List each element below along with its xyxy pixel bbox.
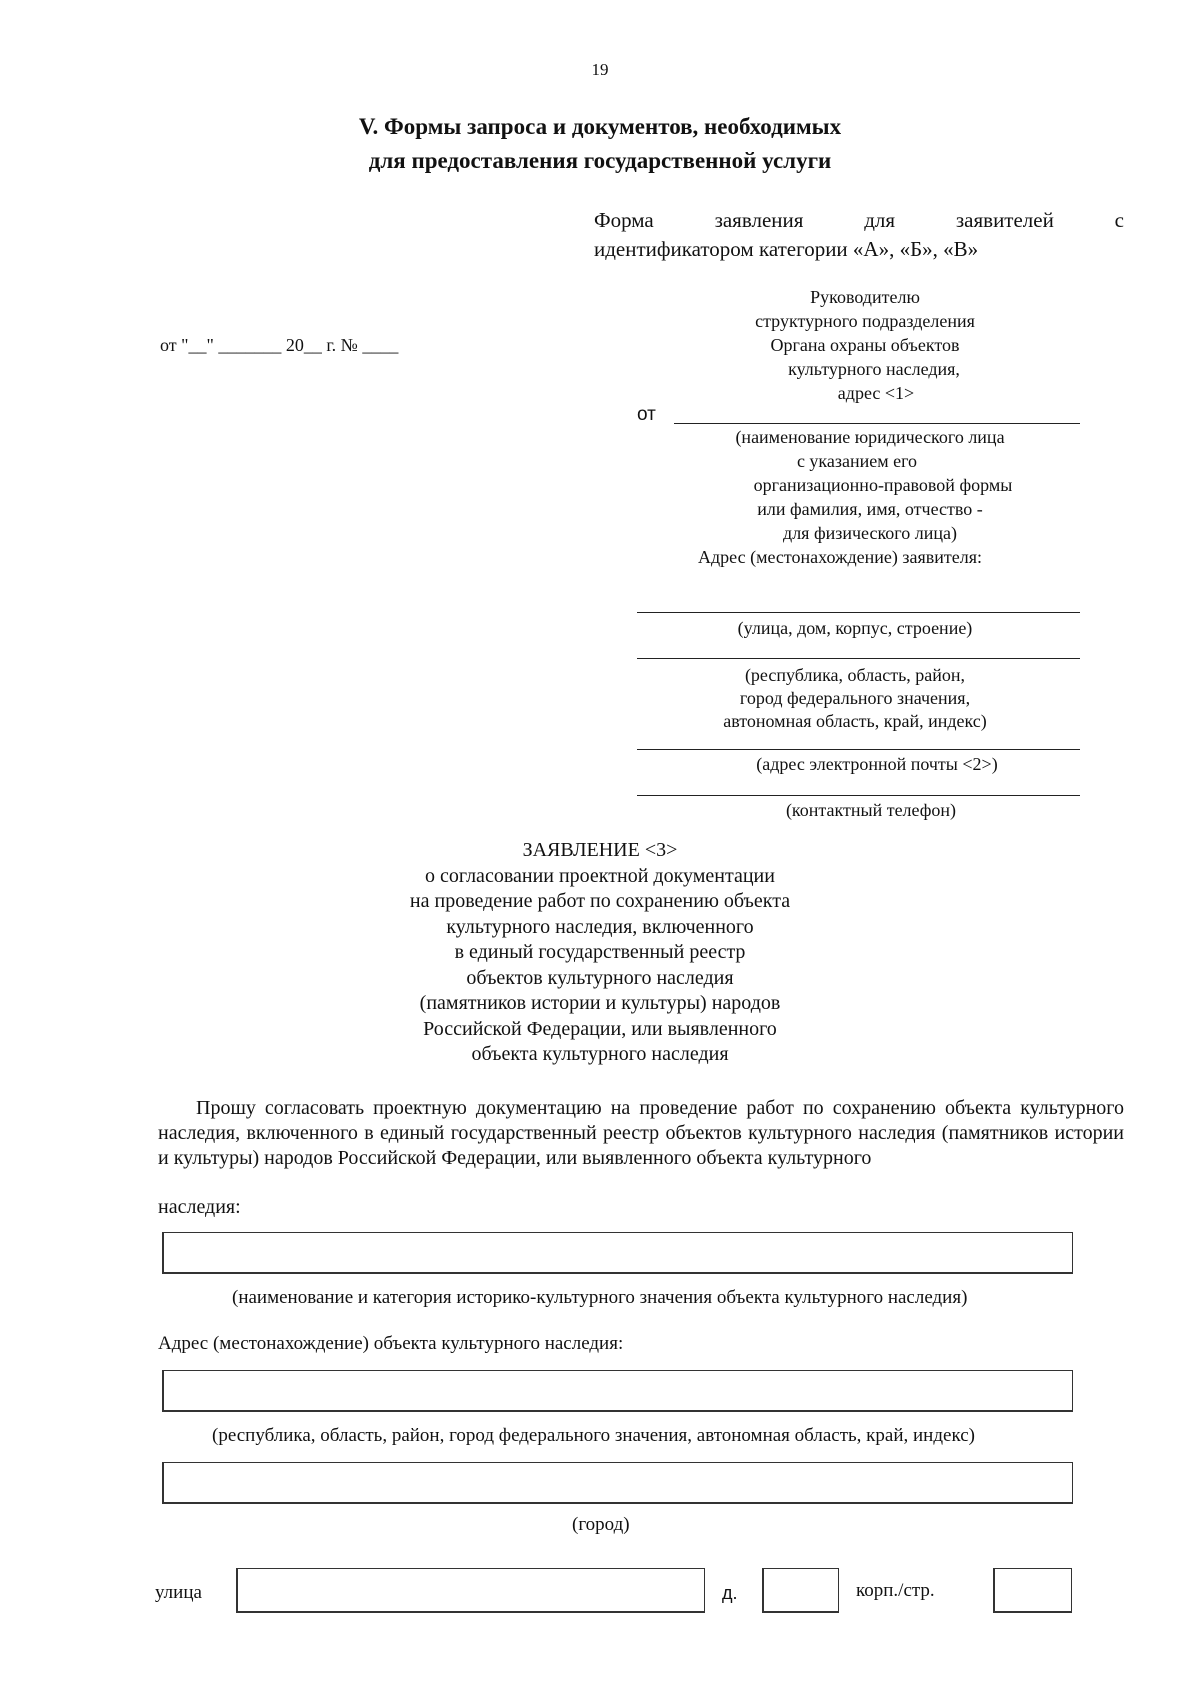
statement-title-line: ЗАЯВЛЕНИЕ <3> [522, 839, 678, 861]
applicant-name-line[interactable] [674, 423, 1080, 424]
applicant-caption [660, 425, 1080, 545]
form-title-line-2: идентификатором категории «А», «Б», «В» [594, 237, 979, 261]
applicant-address-label: Адрес (местонахождение) заявителя: [698, 547, 982, 567]
street-caption: (улица, дом, корпус, строение) [737, 618, 973, 638]
street-input[interactable] [236, 1568, 705, 1613]
region-caption [635, 664, 1075, 733]
addressee-line: структурного подразделения [755, 311, 975, 331]
statement-title-line: объектов культурного наследия [466, 966, 734, 989]
building-input[interactable] [993, 1568, 1072, 1613]
object-name-caption: (наименование и категория историко-культурного значения объекта культурного наследия) [232, 1287, 968, 1308]
section-heading [0, 110, 1200, 178]
addressee-line: адрес <1> [837, 383, 915, 403]
form-title-word: заявления [714, 208, 804, 232]
addressee-line: Руководителю [810, 287, 920, 307]
street-label: улица [155, 1582, 202, 1603]
region-caption-line: город федерального значения, [739, 688, 971, 708]
form-title-word: Форма [594, 208, 654, 232]
form-title-word: заявителей [955, 208, 1054, 232]
email-line[interactable] [637, 749, 1080, 750]
applicant-caption-line: (наименование юридического лица [735, 427, 1005, 447]
house-label: д. [722, 1583, 738, 1603]
region-line[interactable] [637, 658, 1080, 659]
addressee-line: культурного наследия, [788, 359, 960, 379]
object-region-input[interactable] [162, 1370, 1073, 1412]
region-caption-line: (республика, область, район, [744, 665, 966, 685]
form-title-word: с [1114, 208, 1124, 232]
statement-title-line: Российской Федерации, или выявленного [423, 1017, 777, 1040]
statement-title-line: о согласовании проектной документации [425, 864, 775, 887]
date-number-field[interactable]: от "__" _______ 20__ г. № ____ [160, 335, 399, 355]
applicant-caption-line: организационно-правовой формы [753, 475, 1013, 495]
form-title [594, 206, 1124, 264]
statement-title-line: на проведение работ по сохранению объекта [409, 890, 791, 912]
request-paragraph-end: наследия: [158, 1196, 241, 1218]
region-caption-line: автономная область, край, индекс) [723, 711, 987, 731]
object-address-label: Адрес (местонахождение) объекта культурного наследия: [158, 1333, 624, 1354]
page-number: 19 [591, 60, 609, 79]
form-title-word: для [864, 208, 896, 232]
house-input[interactable] [762, 1568, 839, 1613]
statement-title-line: объекта культурного наследия [471, 1043, 729, 1065]
request-paragraph: Прошу согласовать проектную документацию на проведение работ по сохранению объекта культурного наследия, включенного в единый государственный реестр объектов культурного наследия (памятников истории и культуры) народов Российской Федерации, или выявленного объекта культурного [158, 1097, 1124, 1169]
object-city-input[interactable] [162, 1462, 1073, 1504]
phone-line[interactable] [637, 795, 1080, 796]
from-label: от [637, 404, 656, 425]
object-region-caption: (республика, область, район, город федерального значения, автономная область, край, индекс) [212, 1425, 975, 1446]
statement-title-line: в единый государственный реестр [454, 941, 746, 963]
statement-title-line: (памятников истории и культуры) народов [419, 992, 781, 1014]
statement-title-line: культурного наследия, включенного [446, 915, 754, 938]
street-line[interactable] [637, 612, 1080, 613]
applicant-caption-line: или фамилия, имя, отчество - [757, 499, 983, 519]
object-name-input[interactable] [162, 1232, 1073, 1274]
building-label: корп./стр. [856, 1580, 935, 1601]
applicant-caption-line: для физического лица) [783, 523, 957, 543]
statement-title [330, 838, 870, 1068]
form-title-line-1 [594, 206, 1124, 235]
applicant-caption-line: с указанием его [796, 451, 918, 471]
section-heading-line-1: V. Формы запроса и документов, необходимых [358, 114, 842, 139]
addressee-line: Органа охраны объектов [770, 335, 960, 355]
phone-caption: (контактный телефон) [785, 800, 957, 820]
email-caption: (адрес электронной почты <2>) [756, 754, 998, 774]
addressee-block [700, 285, 1030, 405]
section-heading-line-2: для предоставления государственной услуги [368, 148, 832, 173]
object-city-caption: (город) [572, 1514, 630, 1535]
